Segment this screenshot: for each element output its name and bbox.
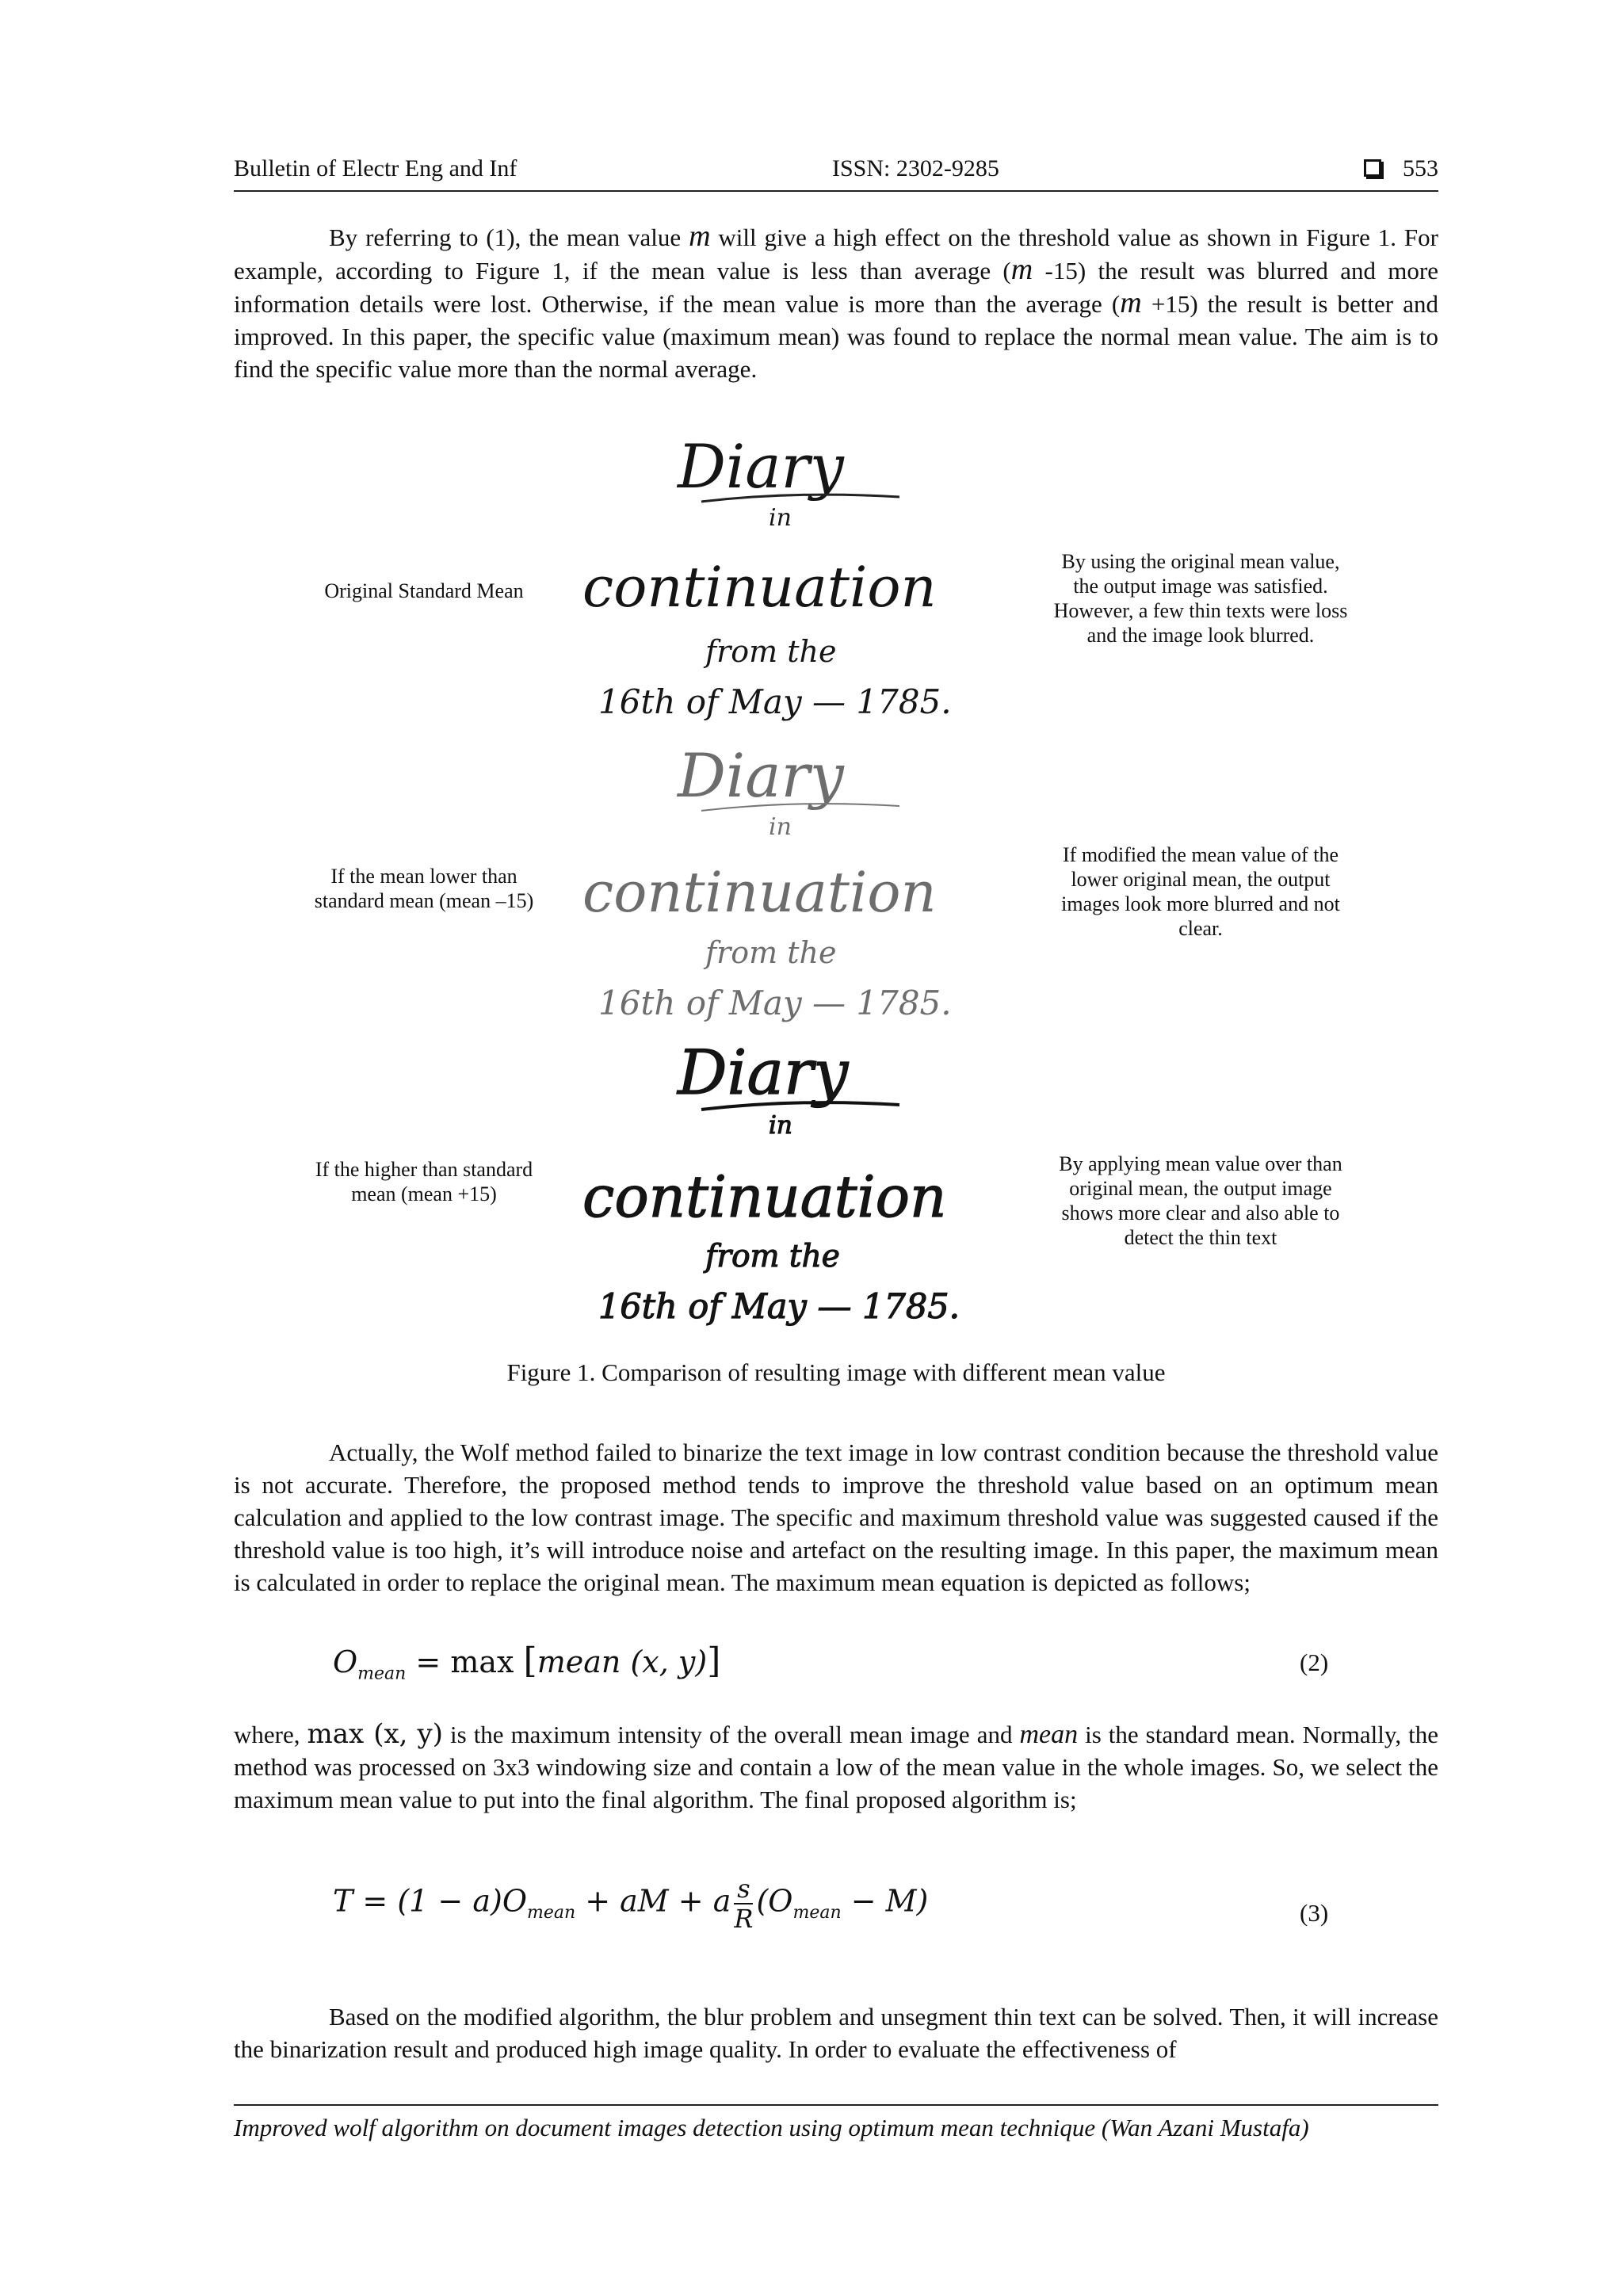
text-run: -15) the result was blurred and more information details were lost. Otherwise, if the mean value is more than the average ( xyxy=(234,257,1438,318)
handwriting-diary: Diary xyxy=(678,1037,849,1109)
text-run: is the standard mean. Normally, the method was processed on 3x3 windowing size and contain a low of the mean value in the whole images. So, we select the maximum mean value to put into the final algorithm. The final proposed algorithm is; xyxy=(234,1721,1438,1813)
row-label: If the higher than standard mean (mean +15) xyxy=(315,1158,533,1205)
row-label: If the mean lower than standard mean (mean –15) xyxy=(314,865,534,912)
math-max-xy: max (x, y) xyxy=(307,1718,444,1750)
text-run: By referring to (1), the mean value xyxy=(329,223,689,251)
eq-symbol: O xyxy=(333,1645,358,1679)
handwriting-from-the: from the xyxy=(705,634,837,669)
eq-function: max xyxy=(450,1645,514,1679)
journal-name: Bulletin of Electr Eng and Inf xyxy=(234,155,517,181)
handwriting-in: in xyxy=(769,813,792,841)
eq-subscript: mean xyxy=(357,1664,407,1684)
math-m: m xyxy=(1120,286,1142,319)
handwriting-from-the: from the xyxy=(705,935,837,970)
page-footer: Improved wolf algorithm on document images detection using optimum mean technique (Wan Azani Mustafa) xyxy=(234,2104,1438,2142)
figure-caption: Figure 1. Comparison of resulting image with different mean value xyxy=(506,1358,1166,1386)
paragraph-method xyxy=(234,1436,1438,1599)
row-description: If modified the mean value of the lower original mean, the output images look more blurred and not clear. xyxy=(1061,843,1340,940)
handwriting-date: 16th of May — 1785. xyxy=(598,984,952,1022)
square-box-icon xyxy=(1364,159,1381,177)
handwriting-from-the: from the xyxy=(705,1239,840,1274)
handwriting-in: in xyxy=(769,1111,792,1140)
equation-3-number: (3) xyxy=(1300,1899,1329,1927)
eq-fraction xyxy=(734,1874,753,1933)
eq-term: − M) xyxy=(841,1883,929,1919)
row-description: By applying mean value over than original mean, the output image shows more clear and also able to detect the thin text xyxy=(1059,1152,1342,1249)
text-run: will give a high effect on the threshold value as shown in Figure 1. For example, according to Figure 1, if the mean value is less than average ( xyxy=(234,223,1438,285)
handwriting-diary: Diary xyxy=(678,432,844,502)
eq-term: (O xyxy=(756,1883,793,1919)
handwriting-image-higher xyxy=(582,1034,1026,1328)
eq-xy: (x, y) xyxy=(630,1645,708,1679)
paragraph-intro xyxy=(234,220,1438,385)
eq-subscript: mean xyxy=(792,1903,842,1924)
equation-3 xyxy=(333,1874,928,1933)
issn: ISSN: 2302-9285 xyxy=(832,155,999,181)
handwriting-date: 16th of May — 1785. xyxy=(598,682,952,721)
paragraph-where xyxy=(234,1718,1438,1816)
paragraph-conclusion xyxy=(234,2000,1438,2065)
handwriting-image-original xyxy=(582,432,1026,725)
handwriting-continuation: continuation xyxy=(582,555,937,620)
equation-2: $O_{mean} = \max$ [mean (x, y)] xyxy=(333,1641,721,1684)
math-m: m xyxy=(1010,253,1033,286)
text-run: where, xyxy=(234,1721,307,1748)
handwriting-continuation: continuation xyxy=(582,860,937,925)
math-mean: mean xyxy=(1019,1720,1079,1749)
row-description: By using the original mean value, the output image was satisfied. However, a few thin texts were loss and the image look blurred. xyxy=(1053,550,1348,647)
text-run: +15) the result is better and improved. In this paper, the specific value (maximum mean) was found to replace the normal mean value. The aim is to find the specific value more than the normal average. xyxy=(234,290,1438,383)
page-number: 553 xyxy=(1403,155,1438,181)
eq-fraction-numerator: s xyxy=(734,1874,753,1904)
eq-operator: = xyxy=(406,1645,451,1679)
handwriting-continuation: continuation xyxy=(582,1163,947,1230)
handwriting-date: 16th of May — 1785. xyxy=(598,1287,960,1327)
text-run: is the maximum intensity of the overall mean image and xyxy=(443,1721,1020,1748)
eq-term: + aM + a xyxy=(575,1883,731,1919)
handwriting-in: in xyxy=(769,504,792,532)
eq-argument: mean xyxy=(537,1645,621,1679)
handwriting-image-lower xyxy=(582,733,1026,1026)
eq-term: T = (1 − a)O xyxy=(333,1883,527,1919)
text-run: Actually, the Wolf method failed to binarize the text image in low contrast condition because the threshold value is not accurate. Therefore, the proposed method tends to improve the threshold value based on an optimum mean calculation and applied to the low contrast image. The specific and maximum threshold value was suggested caused if the threshold value is too high, it’s will introduce noise and artefact on the resulting image. In this paper, the maximum mean is calculated in order to replace the original mean. The maximum mean equation is depicted as follows; xyxy=(234,1438,1438,1596)
handwriting-diary: Diary xyxy=(678,740,844,811)
eq-fraction-denominator: R xyxy=(734,1904,754,1934)
math-m: m xyxy=(689,220,711,253)
page-header xyxy=(234,152,1438,192)
row-label: Original Standard Mean xyxy=(324,579,524,602)
text-run: Based on the modified algorithm, the blur problem and unsegment thin text can be solved. Then, it will increase the binarization result and produced high image quality. In order to evaluate the effectiveness of xyxy=(234,2003,1438,2063)
eq-subscript: mean xyxy=(526,1903,576,1924)
equation-2-number: (2) xyxy=(1300,1648,1329,1676)
